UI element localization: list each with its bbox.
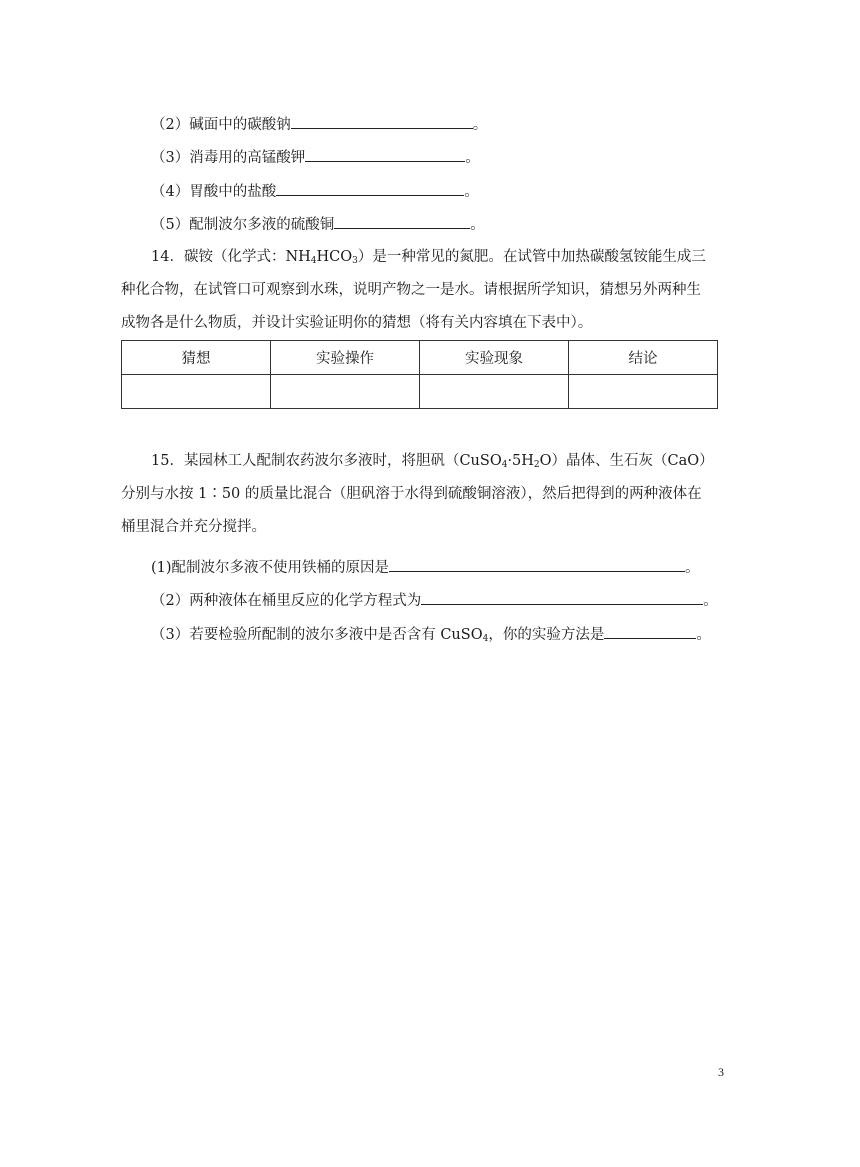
end-mark: 。 — [465, 150, 480, 166]
q15-item-1 — [151, 556, 700, 578]
q13-item-4-text: （4）胃酸中的盐酸 — [151, 184, 277, 200]
end-mark: 。 — [470, 217, 485, 233]
q15-item-2-text: （2）两种液体在桶里反应的化学方程式为 — [151, 593, 422, 609]
subscript: 4 — [501, 460, 508, 470]
q13-item-2 — [151, 113, 487, 135]
q13-item-3-text: （3）消毒用的高锰酸钾 — [151, 150, 306, 166]
answer-cell-conclusion[interactable] — [569, 375, 718, 409]
q15-line-1 — [151, 451, 714, 471]
q14-text: 14．碳铵（化学式：NH — [151, 249, 311, 265]
q15-item-3 — [151, 623, 711, 645]
q13-item-5-text: （5）配制波尔多液的硫酸铜 — [151, 217, 335, 233]
answer-cell-guess[interactable] — [122, 375, 271, 409]
end-mark: 。 — [464, 184, 479, 200]
header-phenomenon: 实验现象 — [420, 341, 569, 375]
header-guess: 猜想 — [122, 341, 271, 375]
q13-item-3 — [151, 146, 480, 168]
end-mark: 。 — [696, 627, 711, 643]
q15-item-1-text: (1)配制波尔多液不使用铁桶的原因是 — [151, 560, 390, 576]
q14-line-2: 种化合物，在试管口可观察到水珠，说明产物之一是水。请根据所学知识，猜想另外两种生 — [121, 282, 701, 298]
answer-blank[interactable] — [389, 556, 685, 572]
q13-item-2-text: （2）碱面中的碳酸钠 — [151, 117, 291, 133]
answer-blank[interactable] — [334, 213, 470, 229]
table-answer-row — [122, 375, 718, 409]
q15-text: O）晶体、生石灰（CaO） — [539, 453, 714, 469]
q14-text: ）是一种常见的氮肥。在试管中加热碳酸氢铵能生成三 — [357, 249, 706, 265]
end-mark: 。 — [703, 593, 718, 609]
q15-text: 15．某园林工人配制农药波尔多液时，将胆矾（CuSO — [151, 453, 502, 469]
answer-blank[interactable] — [276, 180, 464, 196]
page-number: 3 — [718, 1065, 724, 1079]
q13-item-5 — [151, 213, 485, 235]
q15-line-2: 分别与水按 1∶50 的质量比混合（胆矾溶于水得到硫酸铜溶液），然后把得到的两种液体在 — [121, 486, 702, 502]
q14-answer-table — [121, 340, 718, 409]
subscript: 2 — [533, 460, 540, 470]
subscript: 3 — [352, 256, 358, 266]
answer-blank[interactable] — [421, 589, 703, 605]
end-mark: 。 — [472, 117, 488, 133]
answer-blank[interactable] — [291, 113, 473, 129]
q15-item-2 — [151, 589, 718, 611]
answer-cell-operation[interactable] — [271, 375, 420, 409]
table-header-row — [122, 341, 718, 375]
q14-line-1 — [151, 247, 706, 267]
q14-line-3: 成物各是什么物质，并设计实验证明你的猜想（将有关内容填在下表中）。 — [121, 315, 593, 331]
q15-line-3: 桶里混合并充分搅拌。 — [121, 519, 266, 535]
header-conclusion: 结论 — [569, 341, 718, 375]
q15-item-3-text: ，你的实验方法是 — [488, 627, 605, 643]
subscript: 4 — [482, 634, 489, 644]
answer-blank[interactable] — [305, 146, 465, 162]
end-mark: 。 — [685, 560, 700, 576]
q15-item-3-text: （3）若要检验所配制的波尔多液中是否含有 CuSO — [151, 627, 483, 643]
q15-text: ·5H — [507, 453, 534, 469]
answer-blank[interactable] — [604, 623, 696, 639]
q14-text: HCO — [316, 249, 353, 265]
subscript: 4 — [310, 256, 317, 266]
header-operation: 实验操作 — [271, 341, 420, 375]
answer-cell-phenomenon[interactable] — [420, 375, 569, 409]
q13-item-4 — [151, 180, 479, 202]
